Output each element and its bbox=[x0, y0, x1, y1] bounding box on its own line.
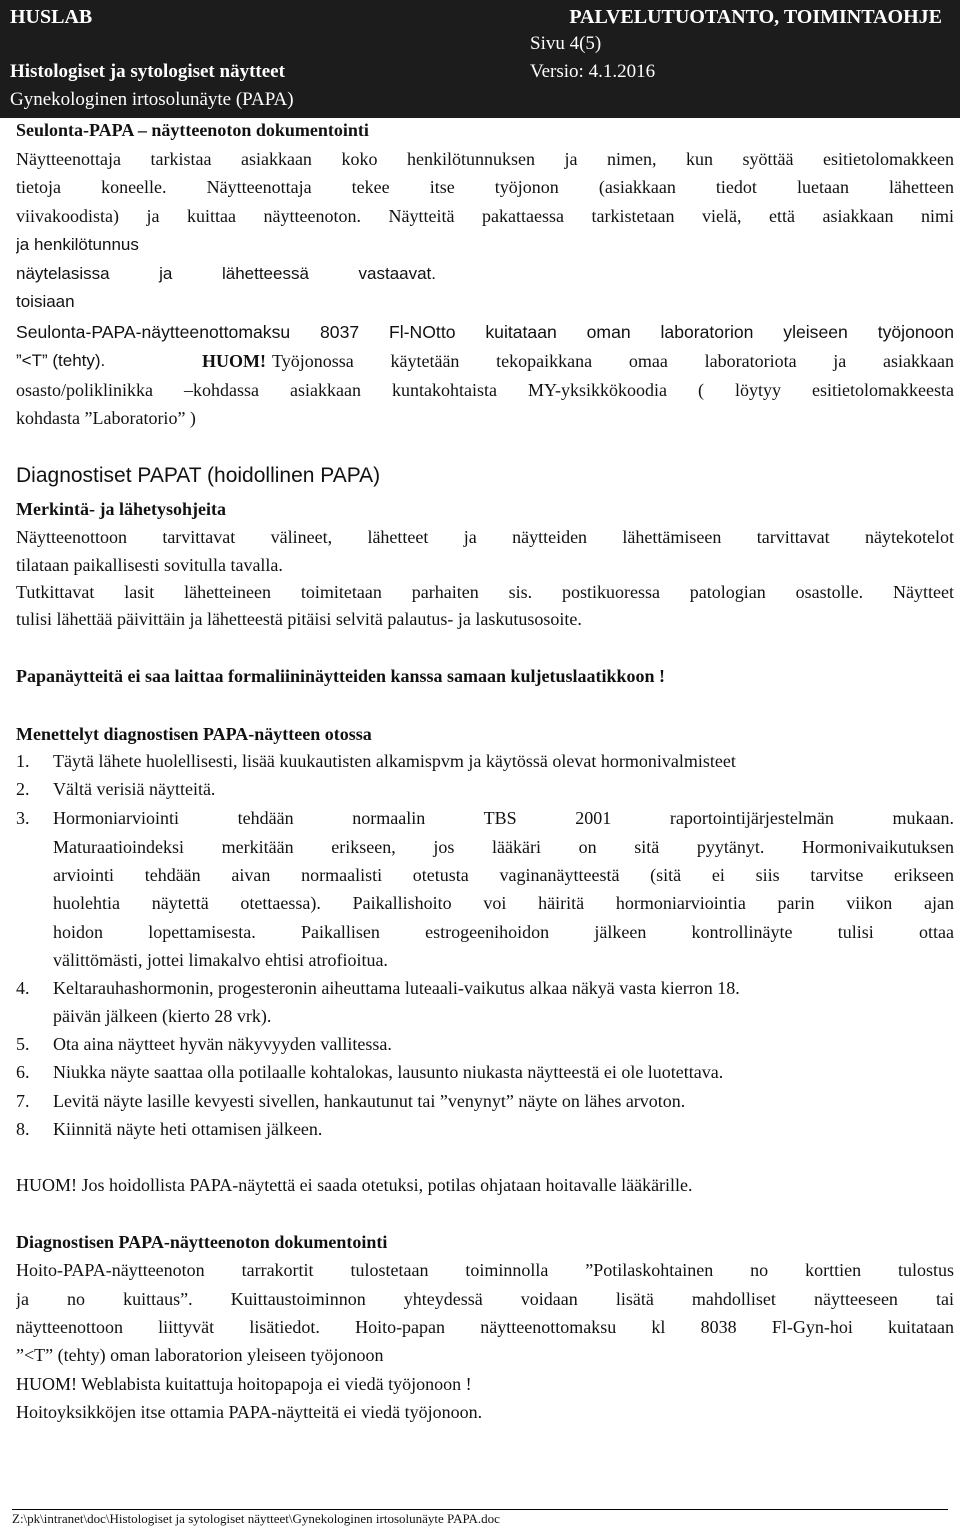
diag-doc-line: ja no kuittaus”. Kuittaustoiminnon yhteydessä voidaan lisätä mahdolliset näytteeseen tai bbox=[16, 1289, 954, 1309]
screening-line: Työjonossa käytetään tekopaikkana omaa laboratoriota ja asiakkaan bbox=[272, 351, 954, 371]
list-item: Levitä näyte lasille kevyesti sivellen, hankautunut tai ”venynyt” näyte on lähes arvoton. bbox=[53, 1091, 686, 1111]
list-item: Maturaatioindeksi merkitään erikseen, jos lääkäri on sitä pyytänyt. Hormonivaikutuksen bbox=[53, 837, 954, 857]
diagnostic-heading: Diagnostiset PAPAT (hoidollinen PAPA) bbox=[16, 464, 381, 487]
screening-line: kohdasta ”Laboratorio” ) bbox=[16, 408, 196, 428]
diagnostic-line: Näytteenottoon tarvittavat välineet, lähetteet ja näytteiden lähettämiseen tarvittavat näytekotelot bbox=[16, 527, 954, 547]
diagnostic-subheading: Merkintä- ja lähetysohjeita bbox=[16, 499, 226, 519]
list-item: Vältä verisiä näytteitä. bbox=[53, 779, 216, 799]
list-item: Keltarauhashormonin, progesteronin aiheuttama luteaali-vaikutus alkaa näkyä vasta kierron 18. bbox=[53, 978, 740, 998]
diag-doc-line: HUOM! Weblabista kuitattuja hoitopapoja ei viedä työjonoon ! bbox=[16, 1374, 472, 1394]
list-item: huolehtia näytettä otettaessa). Paikallishoito voi häiritä hormoniarviointia parin viikon ajan bbox=[53, 893, 954, 913]
org-name: HUSLAB bbox=[10, 6, 93, 28]
list-number: 1. bbox=[16, 751, 30, 771]
huom-label: HUOM! bbox=[202, 351, 266, 371]
diag-doc-heading: Diagnostisen PAPA-näytteenoton dokumentointi bbox=[16, 1232, 388, 1252]
list-item: Niukka näyte saattaa olla potilaalle kohtalokas, lausunto niukasta näytteestä ei ole luotettava. bbox=[53, 1062, 724, 1082]
list-item: Täytä lähete huolellisesti, lisää kuukautisten alkamispvm ja käytössä olevat hormonivalmisteet bbox=[53, 751, 736, 771]
list-number: 4. bbox=[16, 978, 30, 998]
list-item: Ota aina näytteet hyvän näkyvyyden vallitessa. bbox=[53, 1034, 392, 1054]
page-number: Sivu 4(5) bbox=[530, 33, 602, 54]
list-item: Kiinnitä näyte heti ottamisen jälkeen. bbox=[53, 1119, 323, 1139]
screening-line: näytelasissa ja lähetteessä vastaavat. bbox=[16, 264, 436, 283]
diag-doc-line: Hoitoyksikköjen itse ottamia PAPA-näytteitä ei viedä työjonoon. bbox=[16, 1402, 483, 1422]
warning-text: Papanäytteitä ei saa laittaa formaliininäytteiden kanssa samaan kuljetuslaatikkoon ! bbox=[16, 666, 666, 686]
screening-line: viivakoodista) ja kuittaa näytteenoton. Näytteitä pakattaessa tarkistetaan vielä, että asiakkaan nimi bbox=[16, 206, 954, 226]
diagnostic-line: Tutkittavat lasit lähetteineen toimitetaan parhaiten sis. postikuoressa patologian osastolle. Näytteet bbox=[16, 582, 954, 602]
footer-rule bbox=[12, 1509, 948, 1510]
list-item: Hormoniarviointi tehdään normaalin TBS 2001 raportointijärjestelmän mukaan. bbox=[53, 808, 954, 828]
screening-line: toisiaan bbox=[16, 292, 75, 311]
diagnostic-line: tulisi lähettää päivittäin ja lähetteestä pitäisi selvitä palautus- ja laskutusosoite. bbox=[16, 609, 582, 629]
list-item: päivän jälkeen (kierto 28 vrk). bbox=[53, 1006, 272, 1026]
screening-line: ja henkilötunnus bbox=[16, 235, 139, 254]
diag-doc-line: näytteenottoon liittyvät lisätiedot. Hoito-papan näytteenottomaksu kl 8038 Fl-Gyn-hoi kuitataan bbox=[16, 1317, 954, 1337]
screening-line: Seulonta-PAPA-näytteenottomaksu 8037 Fl-NOtto kuitataan oman laboratorion yleiseen työjonoon bbox=[16, 322, 954, 342]
diagnostic-line: tilataan paikallisesti sovitulla tavalla. bbox=[16, 555, 283, 575]
version: Versio: 4.1.2016 bbox=[530, 61, 656, 82]
footer-path: Z:\pk\intranet\doc\Histologiset ja sytologiset näytteet\Gynekologinen irtosolunäyte PAPA.doc bbox=[12, 1511, 500, 1526]
document-header bbox=[0, 0, 960, 118]
section-name: Histologiset ja sytologiset näytteet bbox=[10, 61, 285, 82]
screening-line: osasto/poliklinikka –kohdassa asiakkaan kuntakohtaista MY-yksikkökoodia ( löytyy esitietolomakkeesta bbox=[16, 380, 954, 400]
doc-type: PALVELUTUOTANTO, TOIMINTAOHJE bbox=[569, 6, 942, 28]
list-number: 6. bbox=[16, 1062, 30, 1082]
list-number: 7. bbox=[16, 1091, 30, 1111]
screening-line: ”<T” (tehty). bbox=[16, 351, 106, 370]
list-item: hoidon lopettamisesta. Paikallisen estrogeenihoidon jälkeen kontrollinäyte tulisi ottaa bbox=[53, 922, 954, 942]
list-number: 3. bbox=[16, 808, 30, 828]
screening-line: Näytteenottaja tarkistaa asiakkaan koko henkilötunnuksen ja nimen, kun syöttää esitietolomakkeen bbox=[16, 149, 954, 169]
procedures-heading: Menettelyt diagnostisen PAPA-näytteen otossa bbox=[16, 724, 372, 744]
list-item: arviointi tehdään aivan normaalisti otetusta vaginanäytteestä (sitä ei siis tarvitse erikseen bbox=[53, 865, 954, 885]
list-number: 5. bbox=[16, 1034, 30, 1054]
screening-heading: Seulonta-PAPA – näytteenoton dokumentointi bbox=[16, 120, 369, 140]
list-number: 2. bbox=[16, 779, 30, 799]
screening-line: tietoja koneelle. Näytteenottaja tekee itse työjonon (asiakkaan tiedot luetaan lähetteen bbox=[16, 177, 954, 197]
huom-note: HUOM! Jos hoidollista PAPA-näytettä ei saada otetuksi, potilas ohjataan hoitavalle lääkärille. bbox=[16, 1175, 693, 1195]
list-item: välittömästi, jottei limakalvo ehtisi atrofioitua. bbox=[53, 950, 388, 970]
diag-doc-line: Hoito-PAPA-näytteenoton tarrakortit tulostetaan toiminnolla ”Potilaskohtainen no korttien tulostus bbox=[16, 1260, 954, 1280]
diag-doc-line: ”<T” (tehty) oman laboratorion yleiseen työjonoon bbox=[16, 1345, 384, 1365]
doc-title: Gynekologinen irtosolunäyte (PAPA) bbox=[10, 89, 294, 110]
list-number: 8. bbox=[16, 1119, 30, 1139]
